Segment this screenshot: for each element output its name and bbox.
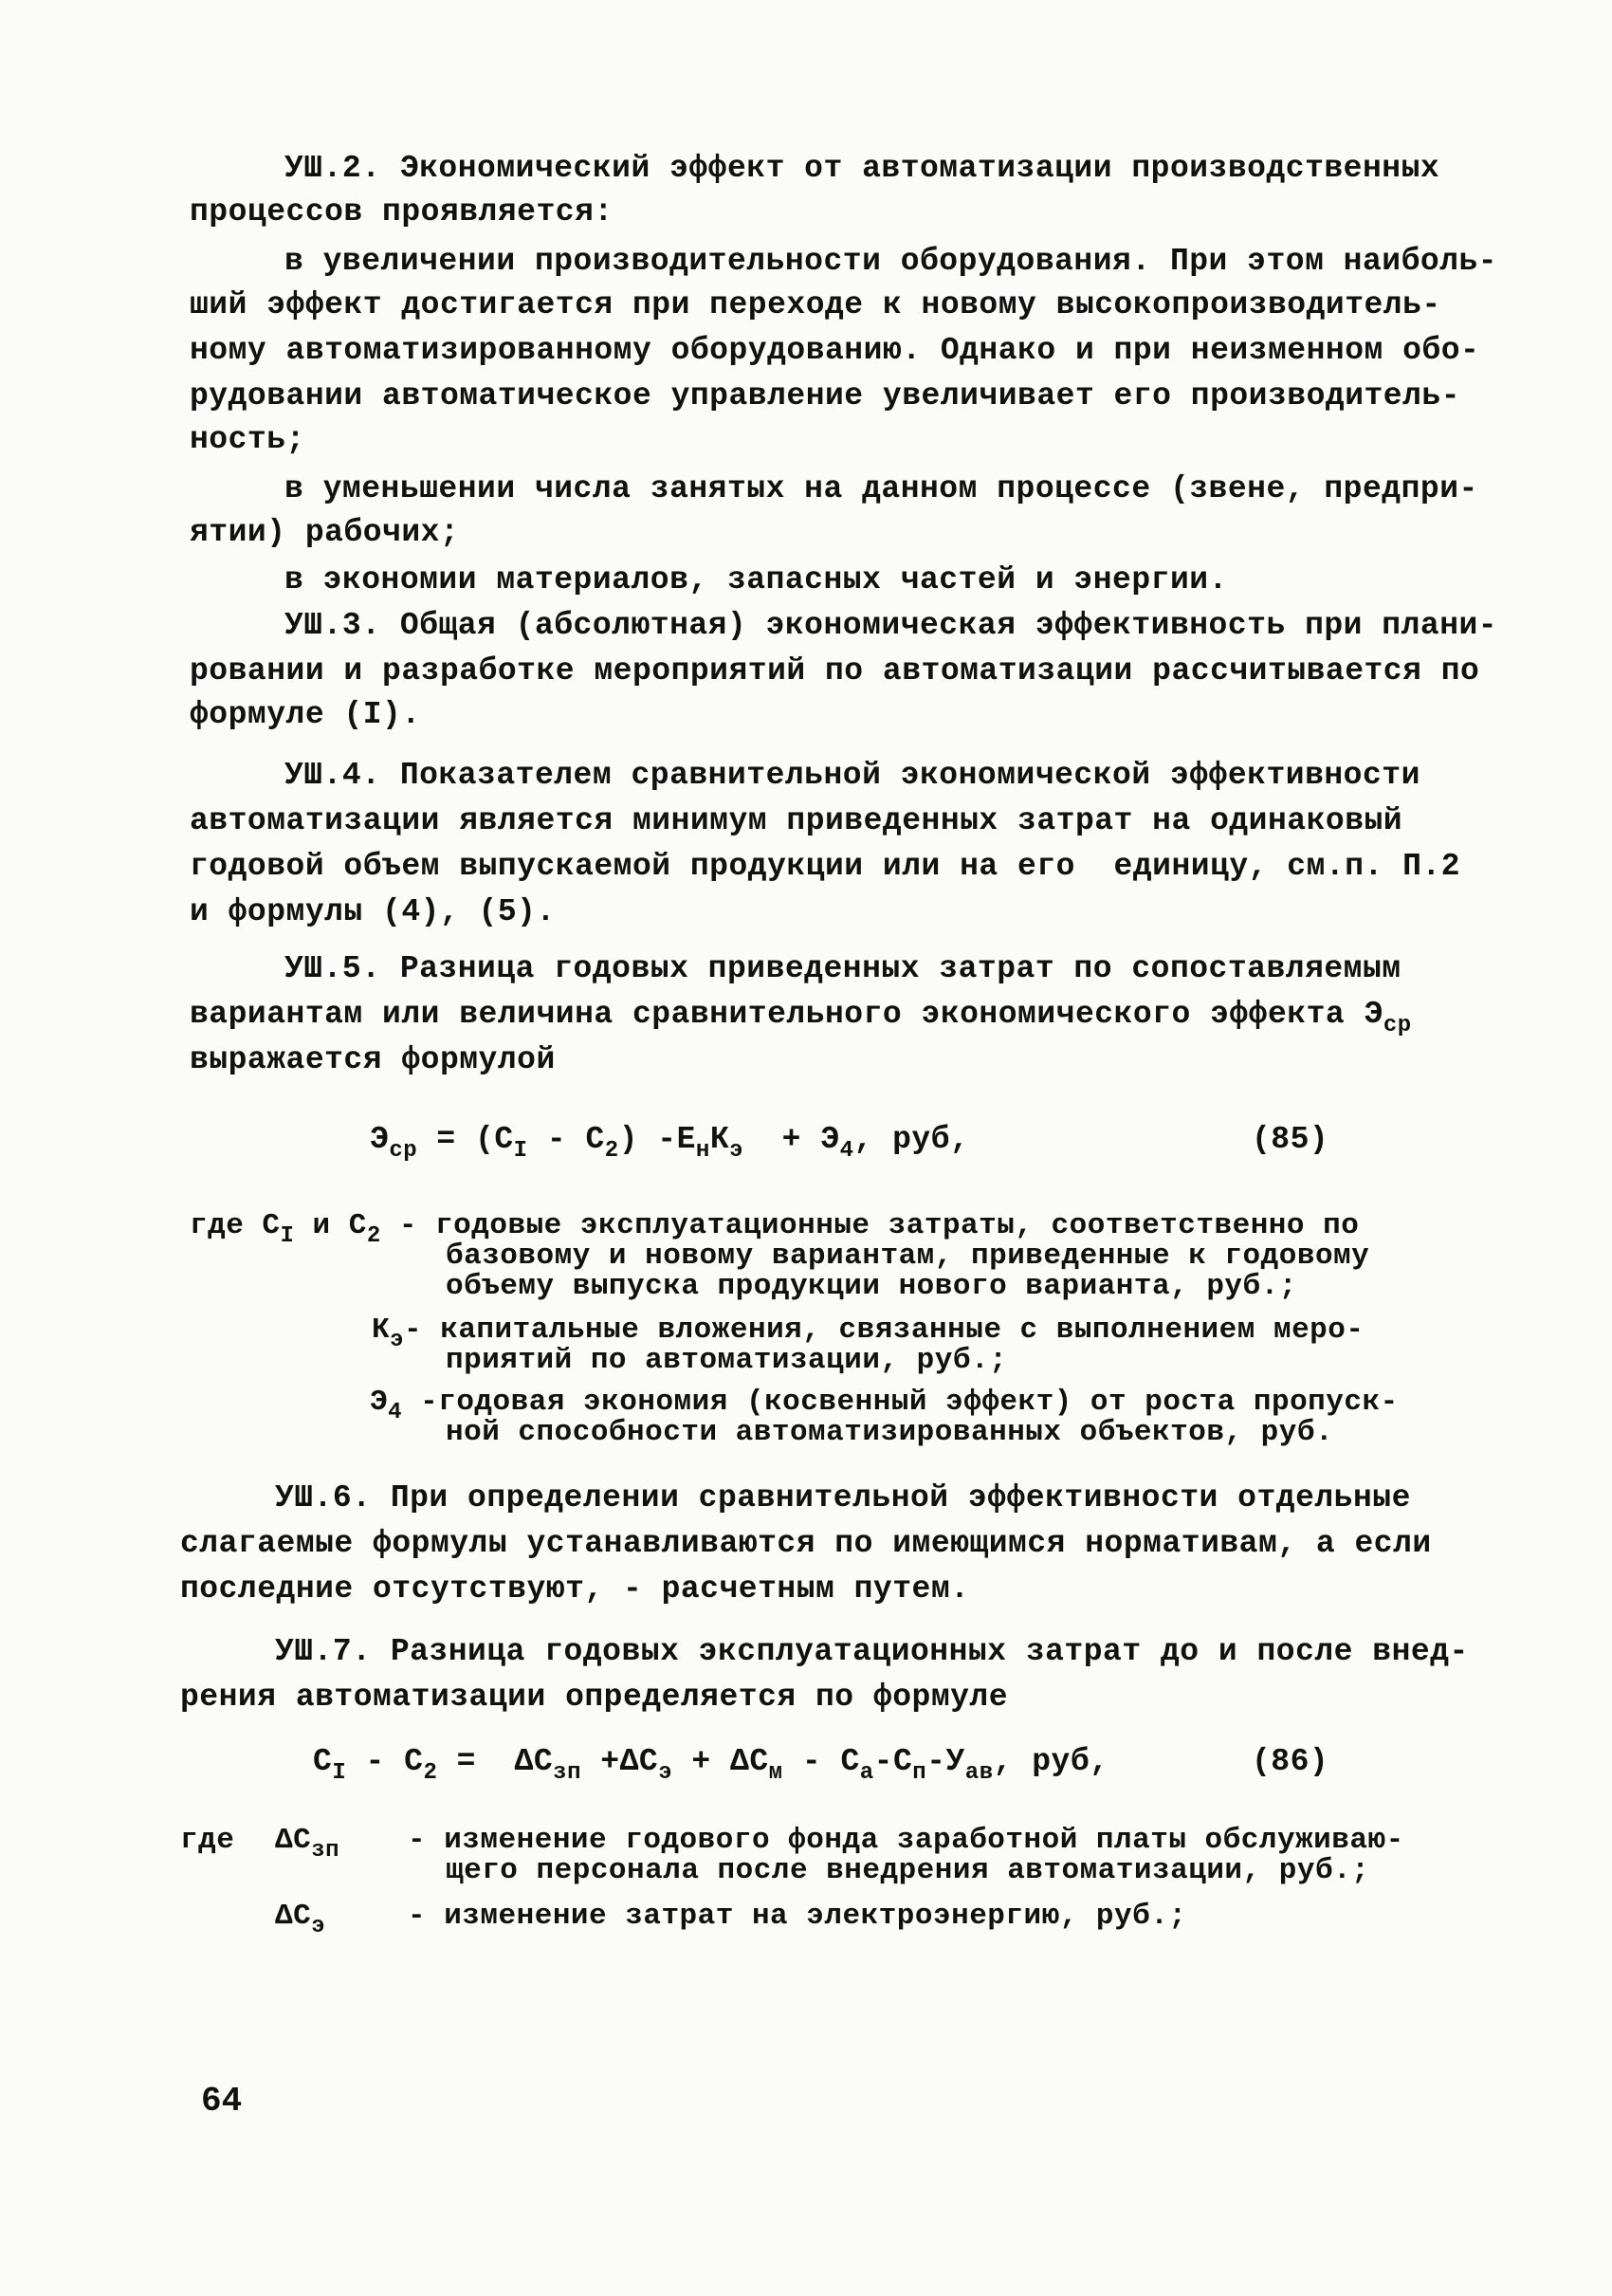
where-86-dczp-sub: зп [311,1838,340,1864]
formula-86-part: -С [873,1744,913,1779]
where-85-sub: 2 [366,1223,381,1249]
formula-86-sub: I [332,1760,347,1786]
formula-86-sub: м [768,1760,783,1786]
formula-85-part: ) -Е [618,1122,696,1157]
formula-85-part: , руб, [853,1122,970,1157]
where-86-dczp-symbol [275,1824,340,1864]
formula-85-sub: I [513,1138,528,1164]
formula-86-part: = ΔС [437,1744,554,1779]
formula-86-part: -У [926,1744,965,1779]
where-85-and: и С [294,1209,367,1242]
where-85-e4-symbol: Э [370,1386,389,1419]
para-8-2-line-6: рудовании автоматическое управление увеличивает его производитель- [190,378,1461,413]
formula-85-part: - С [527,1122,605,1157]
formula-86 [313,1743,1109,1786]
formula-86-part: С [313,1744,333,1779]
formula-85-number: (85) [1252,1122,1329,1157]
ecp-subscript: ср [1383,1013,1412,1038]
para-8-6-line-3: последние отсутствуют, - расчетным путем. [180,1571,970,1607]
where-85-c1c2-line-3: объему выпуска продукции нового варианта, руб.; [446,1270,1297,1303]
formula-86-part: , руб, [993,1744,1109,1779]
where-85-ke [372,1313,1365,1353]
where-86-label: где [180,1824,235,1857]
para-8-7-line-1: УШ.7. Разница годовых эксплуатационных затрат до и после внед- [275,1634,1469,1669]
para-8-2-line-3: в увеличении производительности оборудования. При этом наиболь- [284,244,1498,279]
formula-86-sub: зп [553,1760,581,1786]
formula-86-part: + ΔС [672,1744,769,1779]
para-8-6-line-1: УШ.6. При определении сравнительной эффективности отдельные [275,1480,1411,1515]
para-8-7-line-2: рения автоматизации определяется по формуле [180,1680,1009,1715]
para-8-2-line-4: ший эффект достигается при переходе к новому высокопроизводитель- [190,287,1441,322]
page-number: 64 [201,2082,243,2121]
where-85-e4-def: -годовая экономия (косвенный эффект) от роста пропуск- [402,1386,1399,1419]
formula-85-part: = (С [417,1122,514,1157]
where-85-c1c2 [190,1209,1360,1249]
para-8-3-line-3: формуле (I). [190,697,421,732]
where-86-dce-line-1: - изменение затрат на электроэнергию, руб.; [408,1900,1187,1933]
where-85-e4-sub: 4 [388,1400,403,1425]
para-8-2-line-10: в экономии материалов, запасных частей и энергии. [284,562,1228,597]
formula-86-sub: 2 [423,1760,438,1786]
formula-85 [370,1121,970,1164]
where-85-ke-sub: э [390,1328,405,1353]
where-86-dce-sym: ΔС [275,1900,312,1933]
formula-85-sub: н [695,1138,710,1164]
para-8-6-line-2: слагаемые формулы устанавливаются по имеющимся нормативам, а если [180,1526,1432,1561]
para-8-5-line-2-text: вариантам или величина сравнительного экономического эффекта Э [190,997,1383,1032]
formula-85-lhs: Э [370,1122,390,1157]
para-8-2-line-5: ному автоматизированному оборудованию. Однако и при неизменном обо- [190,333,1480,368]
formula-86-number: (86) [1252,1744,1329,1779]
formula-86-part: - С [346,1744,424,1779]
para-8-3-line-1: УШ.3. Общая (абсолютная) экономическая эффективность при плани- [284,608,1498,643]
where-85-ke-def: - капитальные вложения, связанные с выполнением меро- [404,1313,1365,1347]
formula-85-part: К [709,1122,730,1157]
para-8-3-line-2: ровании и разработке мероприятий по автоматизации рассчитывается по [190,653,1480,689]
para-8-2-line-2: процессов проявляется: [190,194,614,230]
where-86-dczp-line-1: - изменение годового фонда заработной платы обслуживаю- [408,1824,1404,1857]
where-85-e4 [370,1386,1399,1425]
formula-86-sub: э [658,1760,673,1786]
where-85-ke-line-2: приятий по автоматизации, руб.; [446,1344,1008,1377]
where-86-dce-symbol [275,1900,326,1939]
formula-85-part: + Э [743,1122,840,1157]
para-8-2-line-1: УШ.2. Экономический эффект от автоматизации производственных [284,151,1440,186]
formula-85-sub: 2 [604,1138,619,1164]
formula-86-sub: ав [964,1760,994,1786]
para-8-5-line-3: выражается формулой [190,1042,556,1077]
para-8-4-line-1: УШ.4. Показателем сравнительной экономической эффективности [284,758,1420,793]
where-86-dczp-sym: ΔС [275,1824,312,1857]
para-8-4-line-3: годовой объем выпускаемой продукции или на его единицу, см.п. П.2 [190,849,1461,884]
where-86-dczp-line-2: щего персонала после внедрения автоматизации, руб.; [446,1854,1370,1887]
where-85-def-line: - годовые эксплуатационные затраты, соответственно по [380,1209,1360,1242]
formula-86-part: +ΔС [580,1744,659,1779]
para-8-4-line-2: автоматизации является минимум приведенных затрат на одинаковый [190,803,1403,838]
para-8-5-line-1: УШ.5. Разница годовых приведенных затрат по сопоставляемым [284,951,1401,986]
formula-85-lhs-sub: ср [389,1138,418,1164]
where-85-ke-symbol: К [372,1313,391,1347]
formula-86-sub: п [912,1760,927,1786]
para-8-2-line-7: ность; [190,422,305,457]
where-85-e4-line-2: ной способности автоматизированных объектов, руб. [446,1416,1334,1449]
para-8-2-line-8: в уменьшении числа занятых на данном процессе (звене, предпри- [284,471,1478,506]
para-8-2-line-9: ятии) рабочих; [190,515,460,550]
para-8-5-line-2 [190,996,1412,1038]
where-85-c1c2-line-2: базовому и новому вариантам, приведенные к годовому [446,1240,1370,1273]
formula-86-part: - С [782,1744,860,1779]
formula-85-sub: 4 [839,1138,854,1164]
formula-86-sub: а [859,1760,874,1786]
para-8-4-line-4: и формулы (4), (5). [190,894,556,929]
where-85-label: где С [190,1209,281,1242]
where-85-sub: I [280,1223,295,1249]
formula-85-sub: э [729,1138,744,1164]
where-86-dce-sub: э [311,1914,326,1939]
